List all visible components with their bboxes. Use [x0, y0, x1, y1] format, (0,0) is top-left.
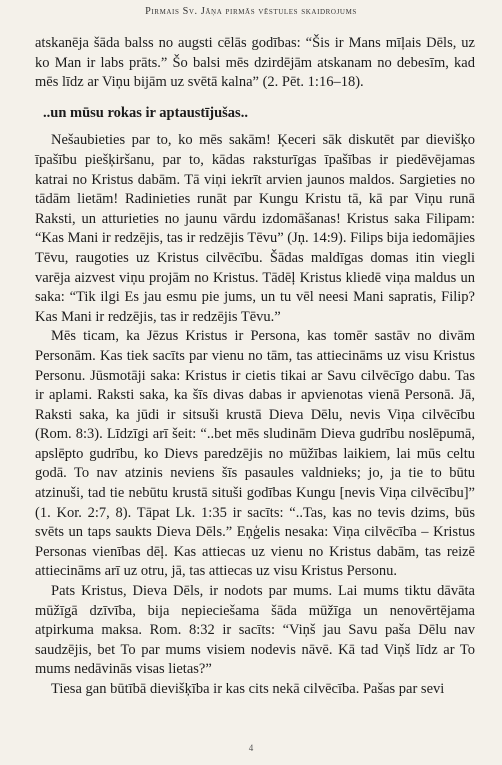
body-paragraph: Pats Kristus, Dieva Dēls, ir nodots par mums. Lai mums tiktu dāvāta mūžīgā dzīvība, bija nepieciešama šāda mūžīga un nenovērtējama atpirkuma maksa. Rom. 8:32 ir sacīts: “Viņš jau Savu paša Dēlu nav saudzējis, bet To par mums visiem nodevis nāvē. Kā tad Viņš līdz ar To mums nedāvinās visas lietas?”: [35, 583, 475, 678]
section-heading: ..un mūsu rokas ir aptaustījušas..: [43, 104, 248, 121]
continuation-paragraph: atskanēja šāda balss no augsti cēlās godības: “Šis ir Mans mīļais Dēls, uz ko Man ir labs prāts.” Šo balsi mēs dzirdējām atskanam no debesīm, kad mēs līdz ar Viņu bijām uz svētā kalna” (2. Pēt. 1:16–18).: [35, 35, 475, 91]
body-paragraph: Nešaubieties par to, ko mēs sakām! Ķeceri sāk diskutēt par dievišķo īpašību piešķiršanu, par to, kādas raksturīgas īpašības ir piedēvējamas katrai no Kristus dabām. Tā viņi iekrīt arvien jaunos maldos. Sargieties no tādām lietām! Radinieties runāt par Kungu Kristu tā, kā par Viņu runā Raksti, un atturieties no jaunu vārdu izdomāšanas! Kristus saka Filipam: “Kas Mani ir redzējis, tas ir redzējis Tēvu” (Jņ. 14:9). Filips bija iedomājies Tēvu, raugoties uz Kristus cilvēcību. Šādas maldīgas domas itin viegli varēja aizvest viņu projām no Kristus. Tādēļ Kristus kliedē viņa maldus un saka: “Tik ilgi Es jau esmu pie jums, un tu vēl neesi Mani sapratis, Filip? Kas Mani ir redzējis, tas ir redzējis Tēvu.”: [35, 132, 475, 325]
page-body: [35, 34, 475, 700]
body-paragraph: Mēs ticam, ka Jēzus Kristus ir Persona, kas tomēr sastāv no divām Personām. Kas tiek sacīts par vienu no tām, tas attiecināms uz visu Kristus Personu. Jūsmotāji saka: Kristus ir cietis tikai ar Savu cilvēcīgo dabu. Tas ir aplami. Raksti saka, ka šīs divas dabas ir apvienotas vienā Personā. Jā, Raksti saka, ka jūdi ir sitsuši krustā Dieva Dēlu, nevis Viņa cilvēcību (Rom. 8:3). Līdzīgi arī šeit: “..bet mēs sludinām Dieva gudrību noslēpumā, apslēpto gudrību, ko Dievs paredzējis no mūžības laikiem, lai mūs celtu godā. To nav atzinis neviens šīs pasaules valdnieks; jo, ja tie to būtu atzinuši, tad tie nebūtu krustā situši godības Kungu [nevis Viņa cilvēcību]” (1. Kor. 2:7, 8). Tāpat Lk. 1:35 ir sacīts: “..Tas, kas no tevis dzims, būs svēts un taps saukts Dieva Dēls.” Eņģelis nesaka: Viņa cilvēcība – Kristus Personas vienības dēļ. Kas attiecas uz vienu no Kristus dabām, tas reizē attiecināms arī uz otru, jā, tas attiecas uz visu Kristus Personu.: [35, 328, 475, 580]
page-number: 4: [248, 743, 254, 753]
body-paragraph: Tiesa gan būtībā dievišķība ir kas cits nekā cilvēcība. Pašas par sevi: [51, 681, 445, 697]
running-header: Pirmais Sv. Jāņa pirmās vēstules skaidrojums: [145, 6, 357, 17]
